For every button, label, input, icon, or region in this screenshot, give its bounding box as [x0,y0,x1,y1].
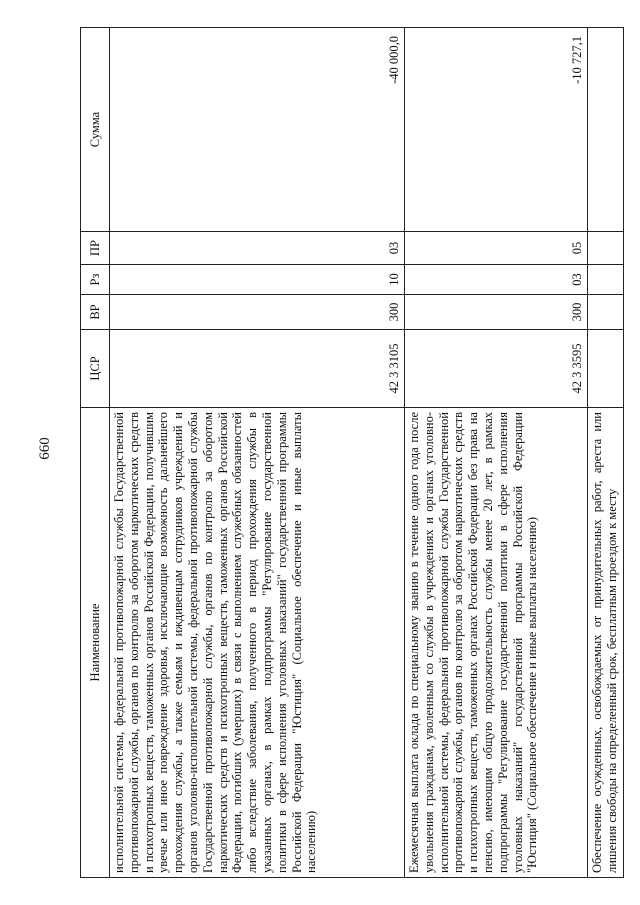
table-row [405,28,588,878]
rotated-content [80,28,619,878]
row-rz: 10 [110,265,405,295]
row-name: Ежемесячная выплата оклада по специальному званию в течение одного года после увольнения гражданам, уволенным со службы в учреждениях и органах уголовно-исполнительной системы, федеральной противопожарной службы Государственной противопожарной службы, органов по контролю за оборотом наркотических средств и психотропных веществ, таможенных органах Российской Федерации без права на пенсию, имеющим общую продолжительность службы менее 20 лет, в рамках подпрограммы "Регулирование государственной политики в сфере исполнения уголовных наказаний" государственной программы Российской Федерации "Юстиция" (Социальное обеспечение и иные выплаты населению) [405,408,588,878]
header-sum: Сумма [81,28,110,232]
header-pr: ПР [81,232,110,265]
row-vr: 300 [110,295,405,330]
row-name: Обеспечение осужденных, освобождаемых от принудительных работ, ареста или лишения свободы на определенный срок, бесплатным проездом к месту [588,408,624,878]
row-pr [588,232,624,265]
row-csr [588,330,624,408]
row-vr: 300 [405,295,588,330]
row-sum: -40 000,0 [110,28,405,232]
row-csr: 42 3 3595 [405,330,588,408]
page-number: 660 [36,437,53,460]
row-rz: 03 [405,265,588,295]
header-csr: ЦСР [81,330,110,408]
row-rz [588,265,624,295]
row-sum [588,28,624,232]
row-name: исполнительной системы, федеральной противопожарной службы Государственной противопожарной службы, органов по контролю за оборотом наркотических средств и психотропных веществ, таможенных органов Российской Федерации, получившим увечье или иное повреждение здоровья, исключающие возможность дальнейшего прохождения службы, а также семьям и иждивенцам сотрудников учреждений и органов уголовно-исполнительной системы, федеральной противопожарной службы Государственной противопожарной службы, органов по контролю за оборотом наркотических средств и психотропных веществ, таможенных органов Российской Федерации, погибших (умерших) в связи с выполнением служебных обязанностей либо вследствие заболевания, полученного в период прохождения службы в указанных органах, в рамках подпрограммы "Регулирование государственной политики в сфере исполнения уголовных наказаний" государственной программы Российской Федерации "Юстиция" (Социальное обеспечение и иные выплаты населению) [110,408,405,878]
row-vr [588,295,624,330]
budget-table [80,27,624,878]
table-header-row [81,28,110,878]
table-row [588,28,624,878]
row-sum: -10 727,1 [405,28,588,232]
header-rz: Рз [81,265,110,295]
row-csr: 42 3 3105 [110,330,405,408]
row-pr: 05 [405,232,588,265]
row-pr: 03 [110,232,405,265]
header-vr: ВР [81,295,110,330]
header-name: Наименование [81,408,110,878]
table-row [110,28,405,878]
